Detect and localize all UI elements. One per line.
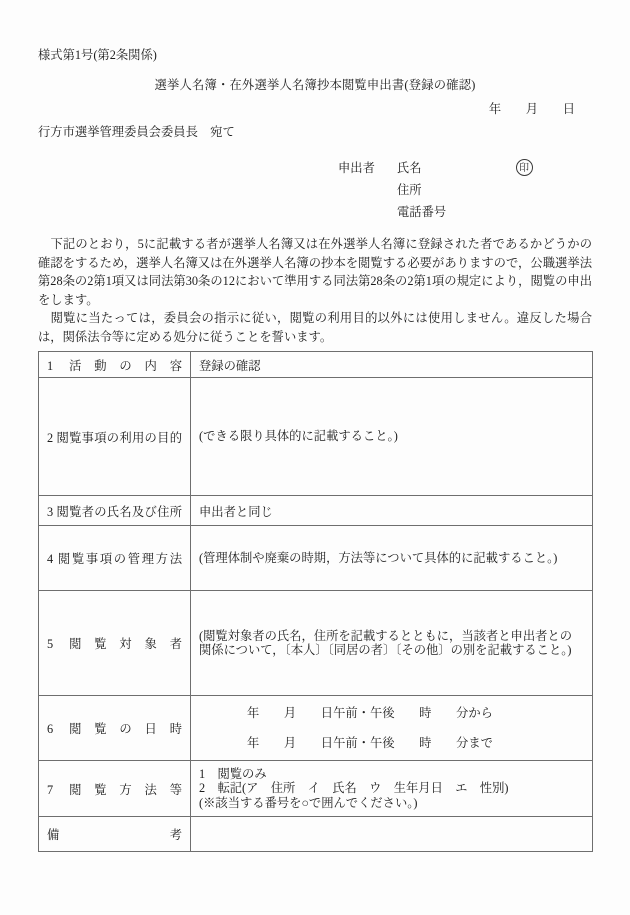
method-note: (※該当する番号を○で囲んでください。) — [199, 795, 418, 810]
form-number: 様式第1号(第2条関係) — [38, 48, 157, 62]
page-title: 選挙人名簿・在外選挙人名簿抄本閲覧申出書(登録の確認) — [154, 78, 476, 92]
row-label-method: 7 閲覧方法等 — [39, 761, 191, 817]
management-note: (管理体制や廃棄の時期，方法等について具体的に記載すること。) — [199, 550, 558, 565]
table-row-subject — [39, 591, 593, 696]
table-row-management — [39, 526, 593, 591]
row-label-purpose: 2 閲覧事項の利用の目的 — [39, 378, 191, 496]
applicant-phone-label: 電話番号 — [397, 205, 447, 219]
row-label-remarks: 備考 — [39, 817, 191, 852]
date-line: 年 月 日 — [488, 102, 575, 116]
applicant-address-label: 住所 — [397, 183, 422, 197]
table-row-purpose — [39, 378, 593, 496]
applicant-address-row — [338, 178, 592, 200]
body-text — [38, 235, 592, 346]
row-value-remarks — [191, 817, 593, 852]
row-value-purpose — [191, 378, 593, 496]
method-option-2: 2 転記(ア 住所 イ 氏名 ウ 生年月日 エ 性別) — [199, 781, 509, 796]
row-value-subject — [191, 591, 593, 696]
table-row-remarks — [39, 817, 593, 852]
datetime-to-line: 年 月 日午前・午後 時 分まで — [247, 736, 493, 750]
table-row-method — [39, 761, 593, 817]
table-row-activity — [39, 352, 593, 378]
subject-note: (閲覧対象者の氏名，住所を記載するとともに，当該者と申出者との関係について，〔本人〕〔同居の者〕〔その他〕の別を記載すること。) — [199, 628, 573, 657]
datetime-from-line: 年 月 日午前・午後 時 分から — [247, 706, 493, 720]
row-value-method — [191, 761, 593, 817]
applicant-name-label: 氏名 — [396, 161, 422, 175]
row-value-management — [191, 526, 593, 591]
applicant-label: 申出者 — [338, 161, 375, 175]
row-label-management: 4 閲覧事項の管理方法 — [39, 526, 191, 591]
table-row-viewer — [39, 496, 593, 526]
body-paragraph-2: 閲覧に当たっては，委員会の指示に従い，閲覧の利用目的以外には使用しません。違反した場合は，関係法令等に定める処分に従うことを誓います。 — [38, 311, 592, 344]
row-label-viewer: 3 閲覧者の氏名及び住所 — [39, 496, 191, 526]
row-value-activity: 登録の確認 — [191, 352, 593, 378]
table-row-datetime — [39, 696, 593, 761]
row-value-viewer: 申出者と同じ — [191, 496, 593, 526]
method-option-1: 1 閲覧のみ — [199, 766, 267, 781]
row-label-activity: 1 活動の内容 — [39, 352, 191, 378]
row-label-subject: 5 閲覧対象者 — [39, 591, 191, 696]
applicant-phone-row — [338, 200, 592, 222]
applicant-block — [338, 156, 592, 222]
addressee: 行方市選挙管理委員会委員長 宛て — [38, 125, 235, 139]
applicant-name-row — [338, 156, 592, 178]
purpose-note: (できる限り具体的に記載すること。) — [199, 429, 398, 444]
body-paragraph-1: 下記のとおり，5に記載する者が選挙人名簿又は在外選挙人名簿に登録された者であるかどうかの確認をするため，選挙人名簿又は在外選挙人名簿の抄本を閲覧する必要がありますので，公職選挙法第28条の2第1項又は同法第30条の12において準用する同法第28条の2第1項の規定により，閲覧の申出をします。 — [38, 237, 592, 307]
seal-mark-icon: 印 — [516, 159, 533, 176]
row-value-datetime — [191, 696, 593, 761]
row-label-datetime: 6 閲覧の日時 — [39, 696, 191, 761]
application-table — [38, 351, 593, 852]
